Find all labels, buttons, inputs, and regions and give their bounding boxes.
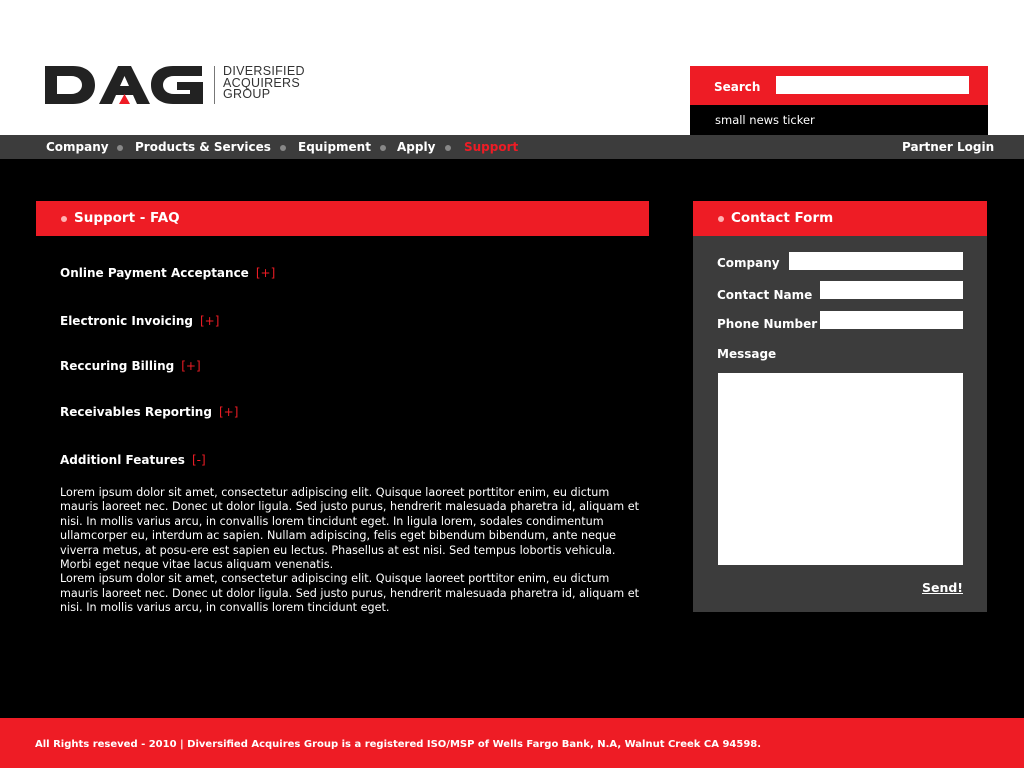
nav-item-company[interactable]: Company [46,140,109,154]
nav-separator-dot [117,145,123,151]
nav-item-products-services[interactable]: Products & Services [135,140,271,154]
main-nav [0,135,1024,159]
search-label: Search [714,80,761,94]
faq-item-online-payment[interactable] [60,266,275,280]
search-input[interactable] [776,76,969,94]
contact-form [693,236,987,612]
bullet-icon [61,216,67,222]
faq-item-label: Electronic Invoicing [60,314,193,328]
company-field[interactable] [789,252,963,270]
partner-login-link[interactable]: Partner Login [902,140,995,154]
news-ticker-text: small news ticker [715,113,815,127]
nav-separator-dot [380,145,386,151]
contact-name-label: Contact Name [717,288,813,302]
message-label: Message [717,347,777,361]
faq-item-electronic-invoicing[interactable] [60,314,219,328]
bullet-icon [718,216,724,222]
company-label: Company [717,256,780,270]
contact-name-field[interactable] [820,281,963,299]
faq-item-label: Receivables Reporting [60,405,212,419]
header [0,0,1024,135]
expand-toggle[interactable]: [+] [181,359,201,373]
news-ticker [690,105,988,135]
expand-toggle[interactable]: [+] [255,266,276,280]
faq-item-label: Reccuring Billing [60,359,175,373]
expand-toggle[interactable]: [+] [199,314,220,328]
contact-form-header [693,201,987,236]
nav-separator-dot [445,145,451,151]
contact-form-title: Contact Form [731,210,834,226]
phone-number-label: Phone Number [717,317,818,331]
logo-line-2: ACQUIRERS [223,75,301,90]
faq-item-recurring-billing[interactable] [60,359,201,373]
faq-item-receivables-reporting[interactable] [60,405,238,419]
search-box [690,66,988,105]
faq-item-additional-features[interactable] [60,453,206,467]
support-faq-title: Support - FAQ [74,210,180,226]
nav-item-equipment[interactable]: Equipment [298,140,371,154]
footer [0,718,1024,768]
logo-line-3: GROUP [223,87,271,101]
logo-divider [214,66,215,104]
footer-copyright: All Rights reseved - 2010 | Diversified Acquires Group is a registered ISO/MSP of Wells Fargo Bank, N.A, Walnut Creek CA 94598. [35,739,762,750]
nav-item-support[interactable]: Support [464,140,519,154]
faq-item-label: Online Payment Acceptance [60,266,249,280]
phone-number-field[interactable] [820,311,963,329]
expand-toggle[interactable]: [+] [218,405,239,419]
logo-line-1: DIVERSIFIED [223,64,305,78]
faq-expanded-content [60,486,644,616]
dag-logo-mark [45,64,210,106]
message-field[interactable] [718,373,963,565]
faq-item-label: Additionl Features [60,453,185,467]
faq-paragraph: Lorem ipsum dolor sit amet, consectetur adipiscing elit. Quisque laoreet porttitor enim, eu dictum mauris laoreet nec. Donec ut dolor ligula. Sed justo purus, hendrerit malesuada pharetra id, aliquam et nisi. In mollis varius arcu, in convallis lorem tincidunt eget. In ligula lorem, sodales condimentum ullamcorper eu, interdum ac sapien. Nullam adipiscing, felis eget bibendum bibendum, ante neque viverra metus, at posu-ere est sapien eu lectus. Phasellus at est nisi. Sed tempus lobortis vehicula. Morbi eget neque vitae lacus aliquam venenatis. [60,486,639,572]
support-faq-header [36,201,649,236]
dag-logo[interactable] [45,64,335,110]
nav-separator-dot [280,145,286,151]
logo-wordmark [223,66,305,101]
faq-paragraph: Lorem ipsum dolor sit amet, consectetur adipiscing elit. Quisque laoreet porttitor enim, eu dictum mauris laoreet nec. Donec ut dolor ligula. Sed justo purus, hendrerit malesuada pharetra id, aliquam et nisi. In mollis varius arcu, in convallis lorem tincidunt eget. [60,572,639,615]
send-button[interactable]: Send! [921,580,963,595]
nav-item-apply[interactable]: Apply [397,140,436,154]
collapse-toggle[interactable]: [-] [191,453,206,467]
